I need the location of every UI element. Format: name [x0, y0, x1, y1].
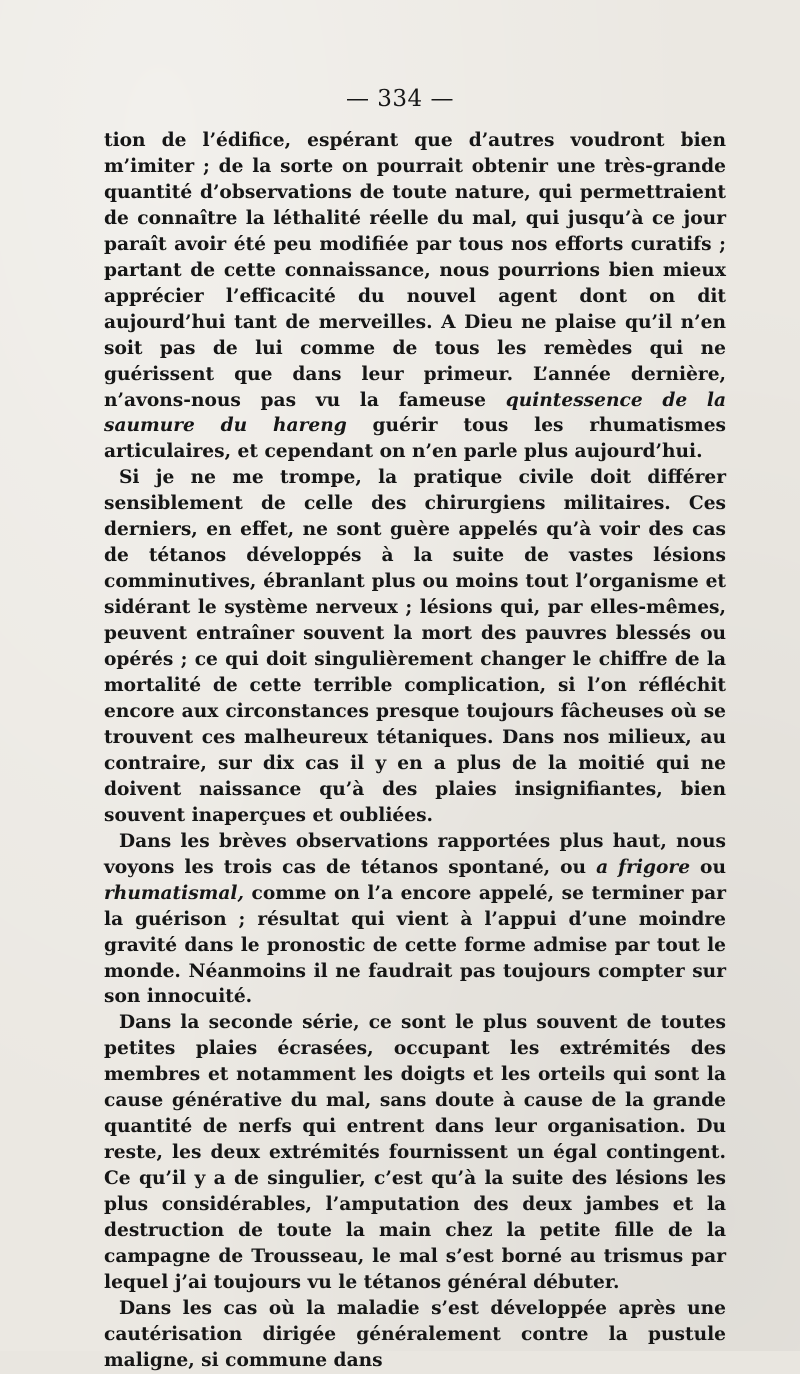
paragraph-3-text-c: comme on l’a encore appelé, se terminer par la guérison ; résultat qui vient à l’appui d’une moindre gravité dans le pronostic de cette forme admise par tout le monde. Néanmoins il ne faudrait pas toujours compter sur son innocuité. [104, 882, 726, 1008]
paragraph-2 [104, 465, 726, 828]
paragraph-5 [104, 1296, 726, 1374]
paragraph-4-text: Dans la seconde série, ce sont le plus souvent de toutes petites plaies écrasées, occupant les extrémités des membres et notamment les doigts et les orteils qui sont la cause générative du mal, sans doute à cause de la grande quantité de nerfs qui entrent dans leur organisation. Du reste, les deux extrémités fournissent un égal contingent. Ce qu’il y a de singulier, c’est qu’à la suite des lésions les plus considérables, l’amputation des deux jambes et la destruction de toute la main chez la petite fille de la campagne de Trousseau, le mal s’est borné au trismus par lequel j’ai toujours vu le tétanos général débuter. [104, 1012, 726, 1293]
paragraph-1-italic-phrase: quintessence de la saumure du hareng [104, 389, 726, 437]
paragraph-3-italic-rhumatismal: rhumatismal, [104, 882, 244, 904]
paragraph-1-text-a: tion de l’édifice, espérant que d’autres voudront bien m’imiter ; de la sorte on pourrait obtenir une très-grande quantité d’observations de toute nature, qui permettraient de connaître la léthalité réelle du mal, qui jusqu’à ce jour paraît avoir été peu modifiée par tous nos efforts curatifs ; partant de cette connaissance, nous pourrions bien mieux apprécier l’efficacité du nouvel agent dont on dit aujourd’hui tant de merveilles. A Dieu ne plaise qu’il n’en soit pas de lui comme de tous les remèdes qui ne guérissent que dans leur primeur. L’année dernière, n’avons-nous pas vu la fameuse [104, 130, 726, 411]
paragraph-3-italic-a-frigore: a frigore [596, 856, 691, 878]
paragraph-5-text: Dans les cas où la maladie s’est développée après une cautérisation dirigée généralement contre la pustule maligne, si commune dans [104, 1297, 726, 1371]
paragraph-3 [104, 829, 726, 1011]
page-number: — 334 — [345, 86, 455, 112]
body-text [104, 128, 726, 1374]
paragraph-1-text-b: guérir tous les rhumatismes articulaires, et cependant on n’en parle plus aujourd’hui. [104, 415, 726, 463]
paragraph-3-text-a: Dans les brèves observations rapportées plus haut, nous voyons les trois cas de tétanos spontané, ou [104, 830, 726, 878]
paragraph-2-text: Si je ne me trompe, la pratique civile doit différer sensiblement de celle des chirurgiens militaires. Ces derniers, en effet, ne sont guère appelés qu’à voir des cas de tétanos développés à la suite de vastes lésions comminutives, ébranlant plus ou moins tout l’organisme et sidérant le système nerveux ; lésions qui, par elles-mêmes, peuvent entraîner souvent la mort des pauvres blessés ou opérés ; ce qui doit singulièrement changer le chiffre de la mortalité de cette terrible complication, si l’on réfléchit encore aux circonstances presque toujours fâcheuses où se trouvent ces malheureux tétaniques. Dans nos milieux, au contraire, sur dix cas il y en a plus de la moitié qui ne doivent naissance qu’à des plaies insignifiantes, bien souvent inaperçues et oubliées. [104, 467, 726, 826]
paragraph-1 [104, 128, 726, 465]
paragraph-4 [104, 1010, 726, 1295]
paragraph-3-text-b: ou [690, 856, 726, 878]
